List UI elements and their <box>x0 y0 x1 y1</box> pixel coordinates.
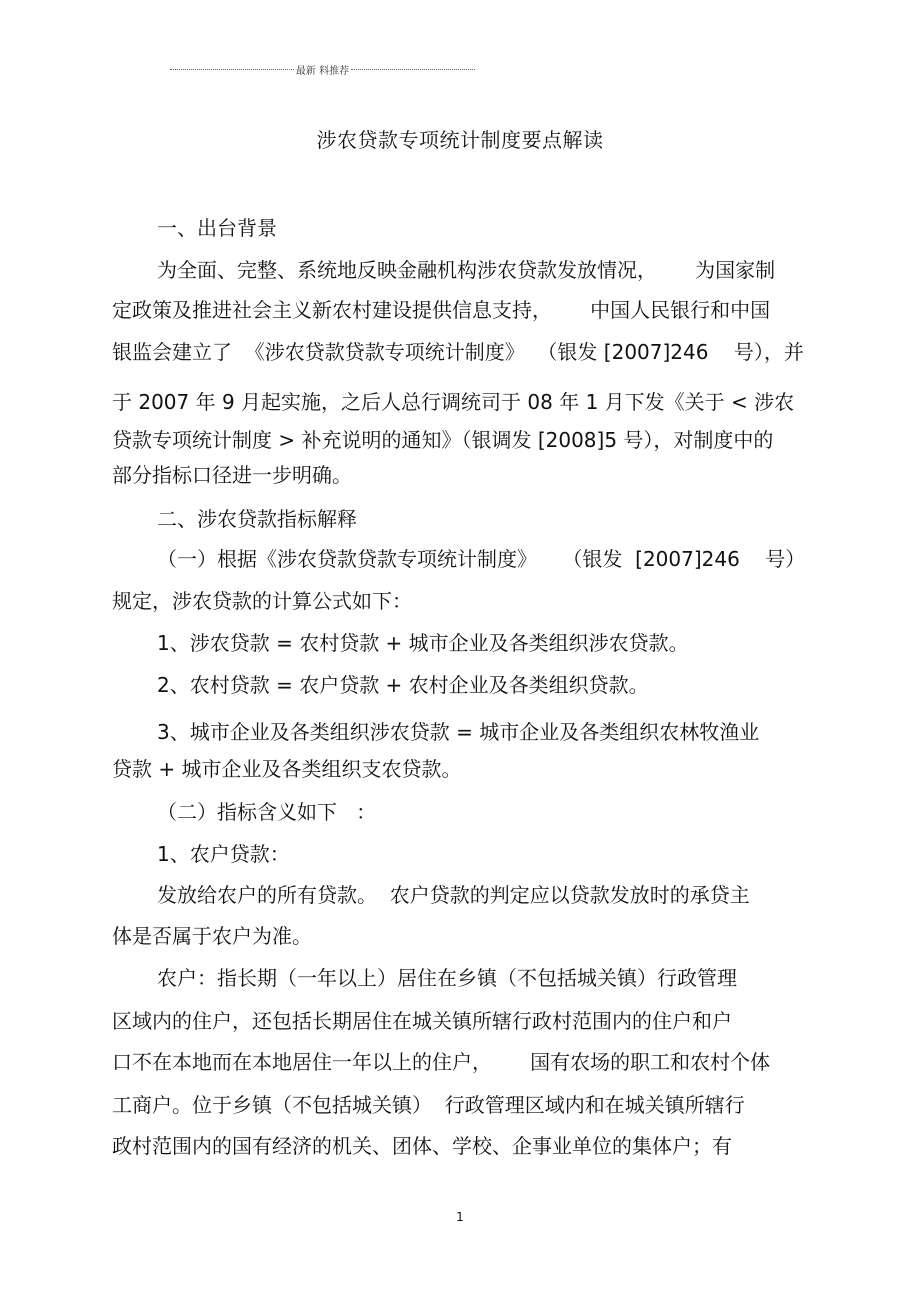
paragraph-line: 工商户。位于乡镇（不包括城关镇） 行政管理区域内和在城关镇所辖行 <box>112 1093 745 1117</box>
formula-line: 2、农村贷款 = 农户贷款 + 农村企业及各类组织贷款。 <box>157 673 649 697</box>
paragraph-line: 贷款专项统计制度 > 补充说明的通知》（银调发 [2008]5 号），对制度中的 <box>112 428 774 452</box>
paragraph-line: 政村范围内的国有经济的机关、团体、学校、企事业单位的集体户；有 <box>112 1134 732 1158</box>
formula-line: 3、城市企业及各类组织涉农贷款 = 城市企业及各类组织农林牧渔业 <box>157 720 760 744</box>
paragraph-line: 体是否属于农户为准。 <box>112 924 312 948</box>
section-heading-background: 一、出台背景 <box>157 216 277 240</box>
paragraph-line: 部分指标口径进一步明确。 <box>112 463 352 487</box>
paragraph-line: 银监会建立了 《涉农贷款贷款专项统计制度》 （银发 [2007]246 号），并 <box>112 340 804 364</box>
page-header <box>170 62 475 77</box>
header-text: 最新 料推荐 <box>295 66 350 77</box>
paragraph-line: 定政策及推进社会主义新农村建设提供信息支持， 中国人民银行和中国 <box>112 298 771 322</box>
document-title: 涉农贷款专项统计制度要点解读 <box>316 128 604 152</box>
section-heading-indicators: 二、涉农贷款指标解释 <box>157 507 357 531</box>
header-rule-right <box>351 69 475 70</box>
subsection-heading: （二）指标含义如下 ： <box>157 800 377 824</box>
paragraph-line: （一）根据《涉农贷款贷款专项统计制度》 （银发 [2007]246 号） <box>157 547 806 571</box>
paragraph-line: 口不在本地而在本地居住一年以上的住户， 国有农场的职工和农村个体 <box>112 1050 771 1074</box>
paragraph-line: 规定，涉农贷款的计算公式如下： <box>112 589 412 613</box>
paragraph-line: 于 2007 年 9 月起实施，之后人总行调统司于 08 年 1 月下发《关于 < 涉农 <box>112 390 795 414</box>
paragraph-line: 农户：指长期（一年以上）居住在乡镇（不包括城关镇）行政管理 <box>157 966 737 990</box>
paragraph-line: 区域内的住户，还包括长期居住在城关镇所辖行政村范围内的住户和户 <box>112 1009 732 1033</box>
paragraph-line: 为全面、完整、系统地反映金融机构涉农贷款发放情况， 为国家制 <box>157 258 776 282</box>
paragraph-line: 发放给农户的所有贷款。 农户贷款的判定应以贷款发放时的承贷主 <box>157 883 750 907</box>
formula-line: 贷款 + 城市企业及各类组织支农贷款。 <box>112 757 462 781</box>
formula-line: 1、涉农贷款 = 农村贷款 + 城市企业及各类组织涉农贷款。 <box>157 631 689 655</box>
header-rule-left <box>170 69 294 70</box>
item-heading: 1、农户贷款： <box>157 842 290 866</box>
page-number: 1 <box>456 1210 464 1224</box>
